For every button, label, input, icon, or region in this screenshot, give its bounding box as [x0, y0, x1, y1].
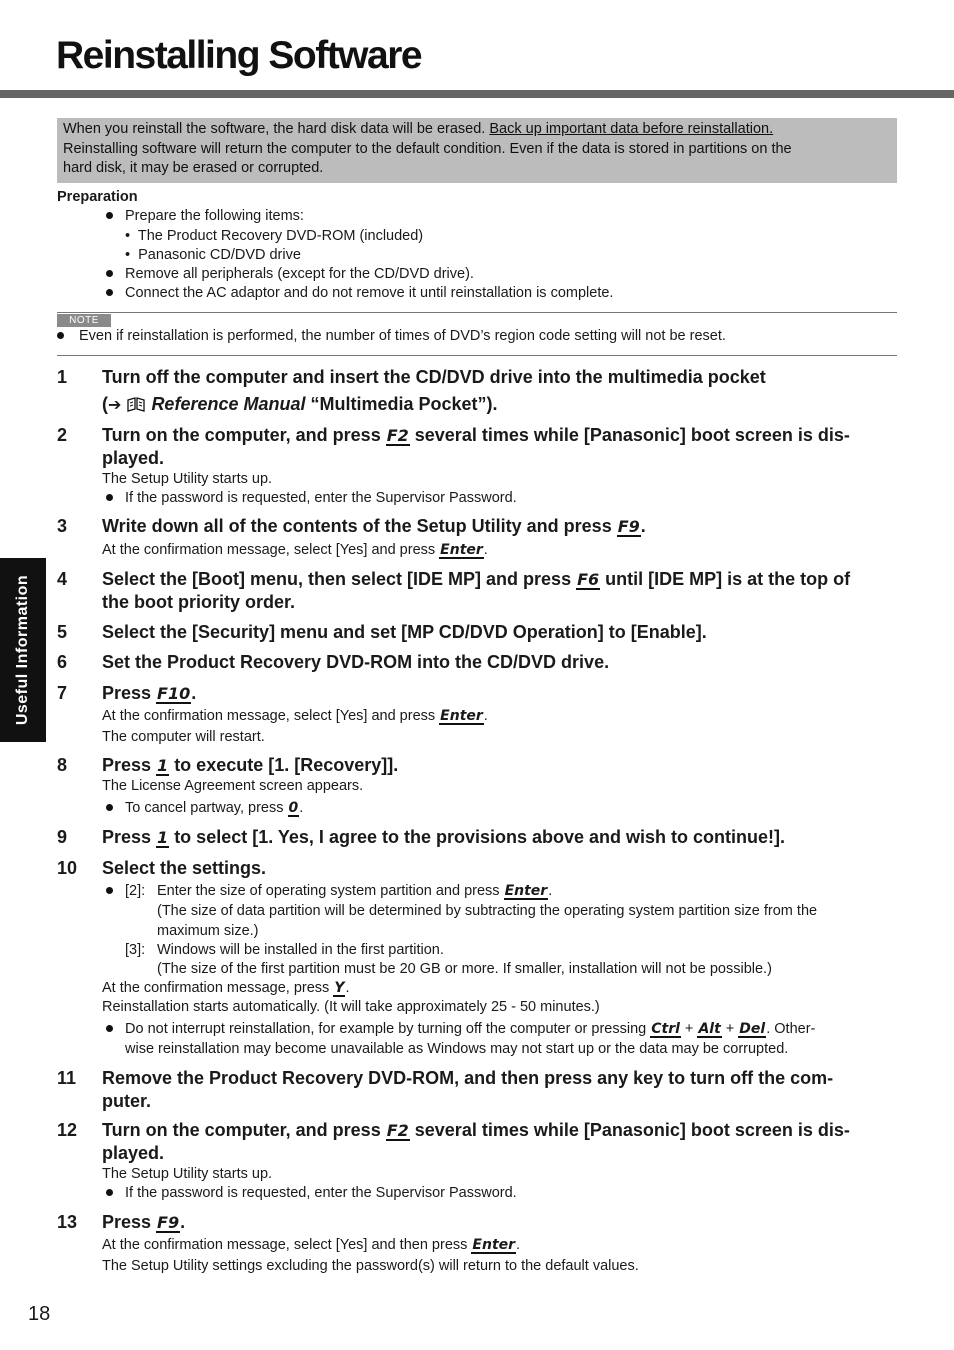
section-tab-label: Useful Information [14, 574, 31, 726]
title-rule [0, 90, 954, 98]
note-text: Even if reinstallation is performed, the number of times of DVD’s region code setting will not be reset. [79, 328, 726, 344]
enter-key-icon: Enter [440, 542, 483, 558]
step-10-confirm: At the confirmation message, press Y. [102, 980, 350, 996]
step-8: Press 1 to execute [1. [Recovery]]. [102, 755, 399, 775]
bullet-icon [106, 270, 113, 277]
step-13-sub-2: The Setup Utility settings excluding the password(s) will return to the default values. [102, 1258, 639, 1274]
option-3-note: (The size of the first partition must be 20 GB or more. If smaller, installation will not be possible.) [157, 961, 772, 977]
step-7-sub: At the confirmation message, select [Yes] and press Enter. [102, 708, 488, 724]
note-tag: NOTE [57, 314, 111, 327]
step-2: Turn on the computer, and press F2 several times while [Panasonic] boot screen is dis- played. [102, 425, 850, 468]
preparation-heading: Preparation [57, 189, 138, 205]
f2-key-icon: F2 [386, 1121, 409, 1140]
option-2-label: [2]: [125, 883, 146, 899]
prep-sub-1: • The Product Recovery DVD-ROM (included) [125, 228, 424, 244]
step-10-auto: Reinstallation starts automatically. (It will take approximately 25 - 50 minutes.) [102, 999, 600, 1015]
f9-key-icon: F9 [617, 517, 640, 536]
note-top-rule [57, 312, 897, 313]
step-number: 13 [57, 1212, 78, 1232]
bullet-icon [57, 332, 64, 339]
step-number: 6 [57, 652, 68, 672]
enter-key-icon: Enter [504, 883, 548, 899]
step-10: Select the settings. [102, 858, 267, 878]
step-12-sub: The Setup Utility starts up. [102, 1166, 273, 1182]
f9-key-icon: F9 [157, 1213, 180, 1232]
step-8-sub: The License Agreement screen appears. [102, 778, 364, 794]
step-3: Write down all of the contents of the Setup Utility and press F9. [102, 516, 646, 536]
option-3-text: Windows will be installed in the first partition. [157, 942, 444, 958]
option-2-note-2: maximum size.) [157, 923, 259, 939]
step-number: 7 [57, 683, 68, 703]
option-2-note: (The size of data partition will be determined by subtracting the operating system partition size from the [157, 903, 818, 919]
step-7-sub-2: The computer will restart. [102, 729, 265, 745]
manual-icon [126, 396, 146, 412]
step-10-warning-2: wise reinstallation may become unavailable as Windows may not start up or the data may be corrupted. [125, 1041, 789, 1057]
page-number: 18 [28, 1303, 51, 1325]
f10-key-icon: F10 [157, 684, 191, 703]
bullet-icon [106, 212, 113, 219]
step-3-sub: At the confirmation message, select [Yes] and press Enter. [102, 542, 488, 558]
f6-key-icon: F6 [577, 570, 600, 589]
step-4: Select the [Boot] menu, then select [IDE MP] and press F6 until [IDE MP] is at the top of the boot priority order. [102, 569, 851, 612]
del-key-icon: Del [739, 1021, 766, 1037]
step-9: Press 1 to select [1. Yes, I agree to the provisions above and wish to continue!]. [102, 827, 785, 847]
f2-key-icon: F2 [386, 426, 409, 445]
step-12: Turn on the computer, and press F2 several times while [Panasonic] boot screen is dis- played. [102, 1120, 850, 1163]
step-12-bullet: If the password is requested, enter the Supervisor Password. [125, 1185, 517, 1201]
option-2-text: Enter the size of operating system partition and press Enter. [157, 883, 553, 899]
prep-item-3: Connect the AC adaptor and do not remove it until reinstallation is complete. [125, 285, 614, 301]
alt-key-icon: Alt [698, 1021, 721, 1037]
step-6: Set the Product Recovery DVD-ROM into the CD/DVD drive. [102, 652, 610, 672]
step-number: 11 [57, 1068, 77, 1088]
step-number: 5 [57, 622, 68, 642]
warning-text-3: hard disk, it may be erased or corrupted. [63, 160, 324, 177]
arrow-icon: ➔ [108, 397, 122, 414]
step-7: Press F10. [102, 683, 197, 703]
step-11: Remove the Product Recovery DVD-ROM, and then press any key to turn off the com- puter. [102, 1068, 834, 1111]
step-2-bullet: If the password is requested, enter the Supervisor Password. [125, 490, 517, 506]
step-number: 2 [57, 425, 68, 445]
warning-box [57, 118, 897, 183]
bullet-icon [106, 1189, 113, 1196]
step-number: 1 [57, 367, 68, 387]
bullet-icon [106, 289, 113, 296]
step-number: 8 [57, 755, 68, 775]
page-title: Reinstalling Software [56, 34, 422, 77]
zero-key-icon: 0 [288, 800, 299, 816]
step-1: Turn off the computer and insert the CD/DVD drive into the multimedia pocket (➔ Reference Manual “Multimedia Pocket”). [102, 367, 766, 414]
bullet-icon [106, 494, 113, 501]
prep-item-2: Remove all peripherals (except for the CD/DVD drive). [125, 266, 474, 282]
step-13-sub: At the confirmation message, select [Yes] and then press Enter. [102, 1237, 521, 1253]
step-8-bullet: To cancel partway, press 0. [125, 800, 304, 816]
enter-key-icon: Enter [472, 1237, 516, 1253]
warning-underlined: Back up important data before reinstallation. [489, 121, 774, 137]
step-number: 12 [57, 1120, 78, 1140]
y-key-icon: Y [334, 980, 345, 996]
one-key-icon: 1 [157, 828, 169, 847]
step-5: Select the [Security] menu and set [MP CD/DVD Operation] to [Enable]. [102, 622, 707, 642]
note-bottom-rule [57, 355, 897, 356]
one-key-icon: 1 [157, 756, 169, 775]
prep-sub-2: • Panasonic CD/DVD drive [125, 247, 301, 263]
bullet-icon [106, 887, 113, 894]
bullet-icon [106, 804, 113, 811]
ctrl-key-icon: Ctrl [651, 1021, 680, 1037]
warning-text: When you reinstall the software, the hard disk data will be erased. [63, 121, 490, 137]
step-13: Press F9. [102, 1212, 186, 1232]
step-number: 3 [57, 516, 68, 536]
step-2-sub: The Setup Utility starts up. [102, 471, 273, 487]
step-10-warning: Do not interrupt reinstallation, for example by turning off the computer or pressing Ctrl + Alt + Del. Other- [125, 1021, 816, 1037]
warning-text-2: Reinstalling software will return the computer to the default condition. Even if the data is stored in partitions on the [63, 140, 792, 157]
enter-key-icon: Enter [440, 708, 483, 724]
prep-item-1: Prepare the following items: [125, 208, 304, 224]
step-number: 4 [57, 569, 68, 589]
step-number: 9 [57, 827, 68, 847]
step-number: 10 [57, 858, 78, 878]
bullet-icon [106, 1025, 113, 1032]
option-3-label: [3]: [125, 942, 146, 958]
